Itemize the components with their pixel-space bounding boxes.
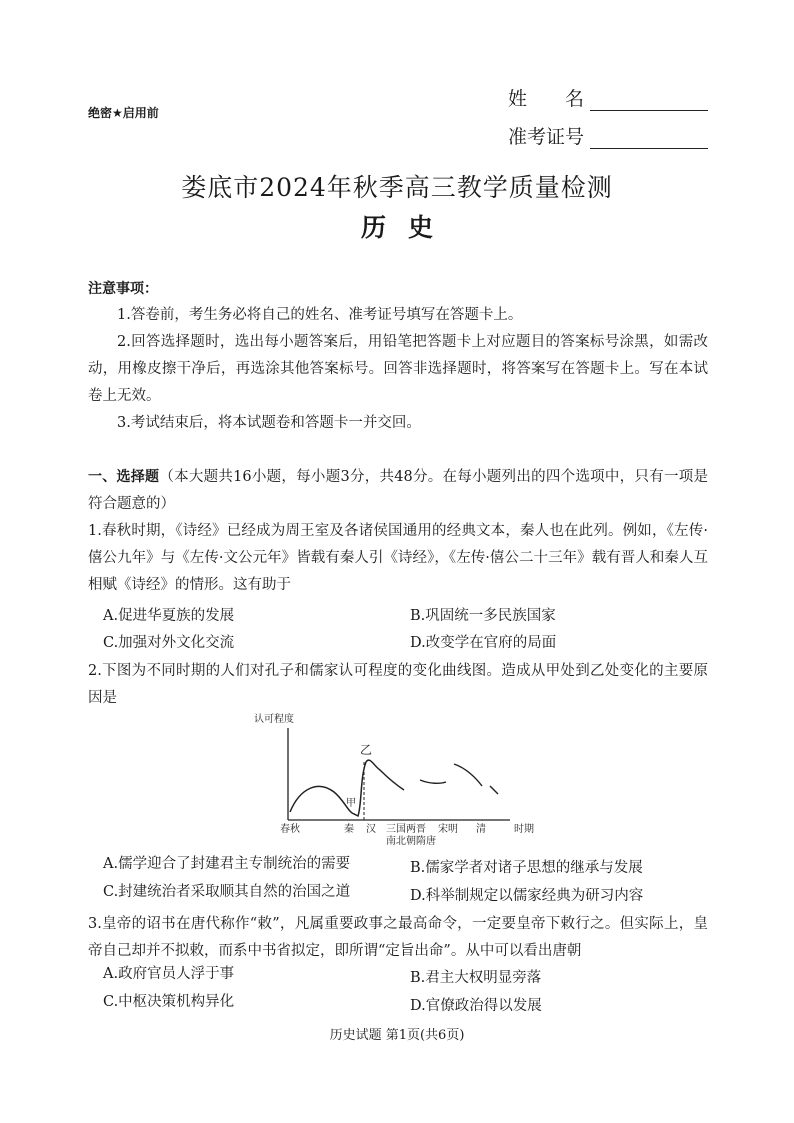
q2-option-c[interactable]: C.封建统治者采取顺其自然的治国之道 <box>103 884 351 900</box>
exam-title: 娄底市2024年秋季高三教学质量检测 <box>181 173 613 202</box>
q3-option-d[interactable]: D.官僚政治得以发展 <box>410 998 542 1014</box>
notice-heading: 注意事项： <box>88 281 158 297</box>
tick-songming: 宋明 <box>438 824 458 835</box>
section-1-header <box>88 464 708 518</box>
q1-option-d[interactable]: D.改变学在官府的局面 <box>410 635 557 651</box>
q3-option-c[interactable]: C.中枢决策机构异化 <box>103 994 235 1010</box>
page-footer: 历史试题 第1页(共6页) <box>329 1028 465 1043</box>
q2-option-d[interactable]: D.科举制规定以儒家经典为研习内容 <box>410 888 644 904</box>
approval-curve-ming <box>454 764 482 786</box>
q3-option-a[interactable]: A.政府官员人浮于事 <box>103 966 235 982</box>
section-1-heading: 一、选择题 <box>88 469 160 485</box>
yi-marker: 乙 <box>360 743 373 757</box>
exam-id-field[interactable] <box>508 122 708 149</box>
tick-qing: 清 <box>476 824 486 835</box>
q1-option-a[interactable]: A.促进华夏族的发展 <box>103 608 235 624</box>
tick-sanguo: 三国两晋 <box>386 824 426 835</box>
confidential-label: 绝密★启用前 <box>88 106 159 120</box>
q2-stem: 2.下图为不同时期的人们对孔子和儒家认可程度的变化曲线图。造成从甲处到乙处变化的主要原因是 <box>88 663 708 706</box>
name-label: 姓 名 <box>508 88 585 110</box>
approval-curve-qing <box>490 786 498 794</box>
notice-item-2: 2.回答选择题时，选出每小题答案后，用铅笔把答题卡上对应题目的答案标号涂黑，如需改动，用橡皮擦干净后，再选涂其他答案标号。回答非选择题时，将答案写在答题卡上。写在本试卷上无效。 <box>88 334 708 404</box>
name-blank[interactable] <box>590 92 708 111</box>
notice-item-1: 1.答卷前，考生务必将自己的姓名、准考证号填写在答题卡上。 <box>117 307 523 323</box>
approval-curve-tang-song <box>420 780 446 783</box>
tick-qin: 秦 <box>344 824 354 835</box>
y-axis-label: 认可程度 <box>254 714 294 725</box>
q3-option-b[interactable]: B.君主大权明显旁落 <box>410 970 542 986</box>
q1-option-b[interactable]: B.巩固统一多民族国家 <box>410 608 556 624</box>
name-field[interactable] <box>508 84 708 111</box>
x-axis-label: 时期 <box>514 824 534 835</box>
section-1-desc: （本大题共16小题，每小题3分，共48分。在每小题列出的四个选项中，只有一项是符合题意的） <box>88 469 709 512</box>
q2-option-a[interactable]: A.儒学迎合了封建君主专制统治的需要 <box>103 856 351 872</box>
exam-id-blank[interactable] <box>590 130 708 149</box>
q1-option-c[interactable]: C.加强对外文化交流 <box>103 635 235 651</box>
subject-title: 历史 <box>360 213 455 242</box>
notice-list <box>88 302 708 437</box>
tick-han: 汉 <box>366 824 376 835</box>
jia-marker: 甲 <box>346 798 356 809</box>
tick-nanbeichao: 南北朝隋唐 <box>386 836 436 847</box>
q2-chart <box>240 708 560 850</box>
q2-option-b[interactable]: B.儒家学者对诸子思想的继承与发展 <box>410 860 643 876</box>
tick-chunqiu: 春秋 <box>280 824 300 835</box>
notice-item-3: 3.考试结束后，将本试题卷和答题卡一并交回。 <box>117 415 421 431</box>
q1-stem: 1.春秋时期，《诗经》已经成为周王室及各诸侯国通用的经典文本，秦人也在此列。例如，《左传·僖公九年》与《左传·文公元年》皆载有秦人引《诗经》，《左传·僖公二十三年》载有晋人和秦人互相赋《诗经》的情形。这有助于 <box>88 523 708 593</box>
q3-stem: 3.皇帝的诏书在唐代称作“敕”，凡属重要政事之最高命令，一定要皇帝下敕行之。但实际上，皇帝自己却并不拟敕，而系中书省拟定，即所谓“定旨出命”。从中可以看出唐朝 <box>88 916 708 959</box>
exam-id-label: 准考证号 <box>508 126 585 148</box>
